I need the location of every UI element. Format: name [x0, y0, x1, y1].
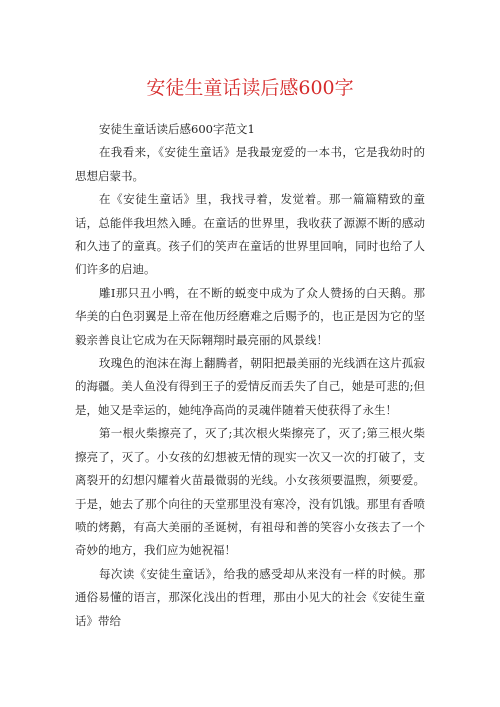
section-heading: 安徒生童话读后感600字范文1 [99, 122, 255, 136]
paragraph: 雕I那只丑小鸭，在不断的蜕变中成为了众人赞扬的白天鹅。那华美的白色羽翼是上帝在他历经磨难之后赐予的，也正是因为它的坚毅亲善良让它成为在天际翱翔时最亮丽的风景线！ [75, 285, 425, 347]
paragraph: 玫瑰色的泡沫在海上翻腾者，朝阳把最美丽的光线洒在这片孤寂的海疆。美人鱼没有得到王子的爱情反而丢失了自己，她是可悲的;但是，她又是幸运的，她纯净高尚的灵魂伴随着天使获得了永生！ [75, 356, 425, 417]
paragraph: 在我看来，《安徒生童话》是我最宠爱的一本书，它是我幼时的思想启蒙书。 [75, 145, 425, 183]
document-title: 安徒生童话读后感600字 [146, 77, 354, 99]
paragraph: 第一根火柴擦亮了，灭了;其次根火柴擦亮了，灭了;第三根火柴擦亮了，灭了。小女孩的幻想被无情的现实一次又一次的打破了，支离裂开的幻想闪耀着火苗最微弱的光线。小女孩须要温煦，须要爱。于是，她去了那个向往的天堂那里没有寒冷，没有饥饿。那里有香喷喷的烤鹅，有高大美丽的圣诞树，有祖母和善的笑容小女孩去了一个奇妙的地方，我们应为她祝福！ [75, 426, 425, 558]
paragraph: 在《安徒生童话》里，我找寻着，发觉着。那一篇篇精致的童话，总能伴我坦然入睡。在童话的世界里，我收获了源源不断的感动和久违了的童真。孩子们的笑声在童话的世界里回响，同时也给了人们许多的启迪。 [75, 192, 425, 277]
document-body [75, 118, 425, 633]
paragraph: 每次读《安徒生童话》，给我的感受却从来没有一样的时候。那通俗易懂的语言，那深化浅出的哲理，那由小见大的社会《安徒生童话》带给 [75, 566, 425, 628]
